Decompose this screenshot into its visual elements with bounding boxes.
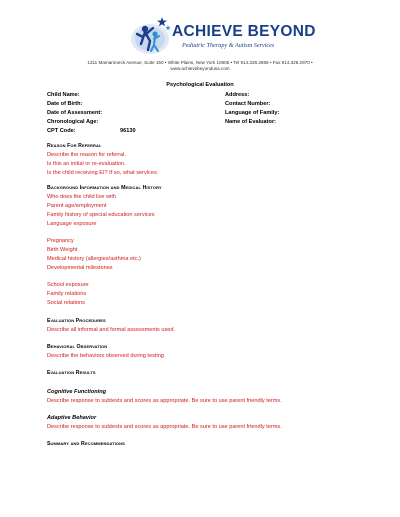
- reason-line: Is this an initial or re-evaluation.: [47, 161, 126, 167]
- achieve-beyond-logo: [128, 14, 318, 56]
- summary-heading: Summary and Recommendations: [47, 441, 125, 447]
- address-label: Address:: [225, 92, 250, 98]
- website: www.achievebeyondusa.com: [170, 66, 230, 71]
- background-heading: Background Information and Medical History: [47, 185, 162, 191]
- reason-line: Describe the reason for referral.: [47, 152, 126, 158]
- results-heading: Evaluation Results: [47, 370, 96, 376]
- background-line: Family history of special education services: [47, 212, 155, 218]
- background-line: Language exposure: [47, 221, 97, 227]
- background-line: Parent age/employment: [47, 203, 107, 209]
- logo-title: ACHIEVE BEYOND: [172, 23, 316, 40]
- date-of-assessment-label: Date of Assessment:: [47, 110, 103, 116]
- background-line: Family relations: [47, 291, 87, 297]
- chronological-age-label: Chronological Age:: [47, 119, 99, 125]
- cognitive-functioning-title: Cognitive Functioning: [47, 389, 107, 395]
- reason-heading: Reason For Referral: [47, 143, 102, 149]
- background-line: School exposure: [47, 282, 89, 288]
- adaptive-behavior-text: Describe response to subtests and scores as appropriate. Be sure to use parent friendly terms.: [47, 424, 282, 430]
- child-name-label: Child Name:: [47, 92, 80, 98]
- background-line: Medical history (allergies/asthma etc.): [47, 256, 141, 262]
- cognitive-functioning-text: Describe response to subtests and scores as appropriate. Be sure to use parent friendly terms.: [47, 398, 282, 404]
- cpt-code-label: CPT Code:: [47, 128, 76, 134]
- observation-text: Describe the behaviors observed during testing: [47, 353, 164, 359]
- document-title: Psychological Evaluation: [166, 82, 234, 88]
- date-of-birth-label: Date of Birth:: [47, 101, 83, 107]
- background-line: Developmental milestones: [47, 265, 113, 271]
- logo-subtitle: Pediatric Therapy & Autism Services: [182, 42, 275, 49]
- procedures-heading: Evaluation Procedures: [47, 318, 106, 324]
- observation-heading: Behavioral Observation: [47, 344, 108, 350]
- background-line: Birth Weight: [47, 247, 78, 253]
- background-line: Who does the child live with: [47, 194, 117, 200]
- procedures-text: Describe all informal and formal assessments used.: [47, 327, 176, 333]
- logo-mark-icon: [128, 14, 172, 56]
- cpt-code-value: 96130: [120, 128, 136, 134]
- reason-line: Is the child receiving EI? If so, what services.: [47, 170, 159, 176]
- language-of-family-label: Language of Family:: [225, 110, 280, 116]
- adaptive-behavior-title: Adaptive Behavior: [47, 415, 97, 421]
- background-line: Social relations: [47, 300, 85, 306]
- address-line: 1311 Mamaroneck Avenue, Suite 150 • White Plains, New York 10605 • Tel 914.328.2868 • Fax 914.328.2970 •: [87, 60, 313, 65]
- background-line: Pregnancy: [47, 238, 74, 244]
- contact-number-label: Contact Number:: [225, 101, 271, 107]
- name-of-evaluator-label: Name of Evaluator:: [225, 119, 276, 125]
